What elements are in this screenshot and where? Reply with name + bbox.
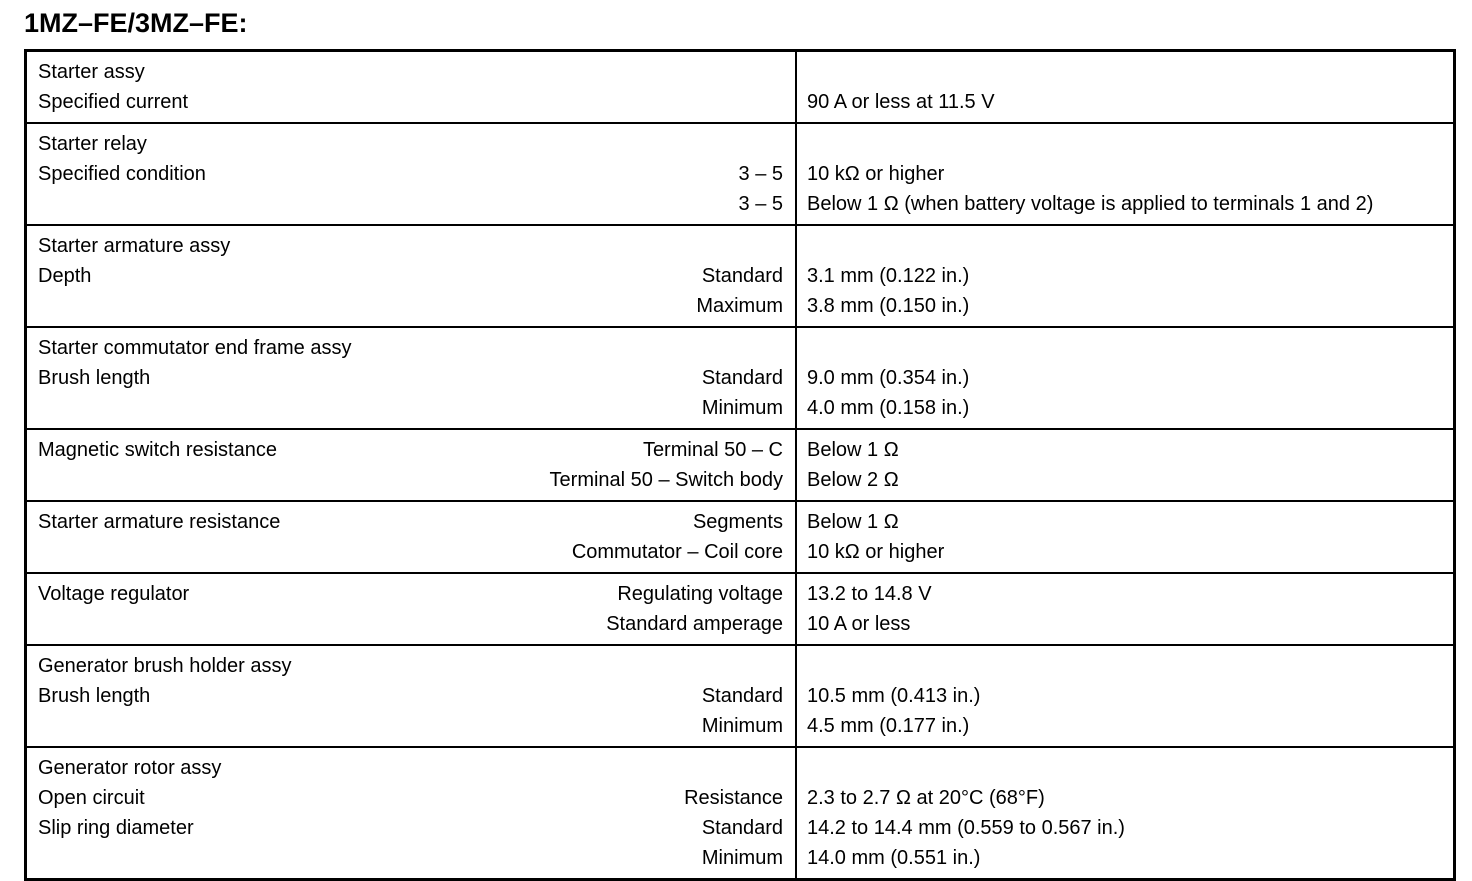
- spec-value: 90 A or less at 11.5 V: [807, 91, 995, 113]
- spec-condition-label: Minimum: [701, 715, 783, 737]
- spec-item-label: Generator brush holder assy: [38, 655, 292, 677]
- spec-value: [807, 231, 1443, 261]
- spec-item-line: [38, 579, 783, 609]
- spec-value: 14.0 mm (0.551 in.): [807, 847, 981, 869]
- spec-row: [27, 52, 1453, 122]
- spec-value: 10 A or less: [807, 613, 911, 635]
- spec-value: 3.8 mm (0.150 in.): [807, 295, 970, 317]
- spec-condition-label: Minimum: [701, 397, 783, 419]
- spec-row: [27, 746, 1453, 878]
- spec-item-line: [38, 651, 783, 681]
- spec-condition-label: Terminal 50 – Switch body: [549, 469, 783, 491]
- spec-condition-label: Standard amperage: [606, 613, 783, 635]
- spec-condition-label: Resistance: [684, 787, 783, 809]
- spec-value-cell: [797, 748, 1453, 878]
- spec-value: 10.5 mm (0.413 in.): [807, 685, 981, 707]
- spec-condition-label: Terminal 50 – C: [642, 439, 783, 461]
- spec-condition-label: Commutator – Coil core: [571, 541, 783, 563]
- spec-value-cell: [797, 226, 1453, 326]
- spec-item-line: [38, 783, 783, 813]
- spec-item-line: [38, 189, 783, 219]
- page-title: 1MZ–FE/3MZ–FE:: [24, 8, 248, 38]
- spec-value: Below 1 Ω (when battery voltage is applied to terminals 1 and 2): [807, 193, 1374, 215]
- spec-condition-label: Regulating voltage: [617, 583, 783, 605]
- spec-row: [27, 500, 1453, 572]
- spec-item-line: [38, 753, 783, 783]
- spec-value: 3.1 mm (0.122 in.): [807, 265, 970, 287]
- spec-item-cell: [27, 748, 797, 878]
- spec-item-line: [38, 681, 783, 711]
- spec-item-line: [38, 291, 783, 321]
- spec-item-label: Brush length: [38, 367, 151, 389]
- spec-item-line: [38, 261, 783, 291]
- spec-value: 10 kΩ or higher: [807, 163, 945, 185]
- spec-item-label: Starter relay: [38, 133, 147, 155]
- spec-item-line: [38, 333, 783, 363]
- spec-item-line: [38, 711, 783, 741]
- spec-condition-label: Standard: [701, 817, 783, 839]
- spec-condition-label: Segments: [692, 511, 783, 533]
- spec-item-line: [38, 507, 783, 537]
- spec-condition-label: Standard: [701, 265, 783, 287]
- spec-item-cell: [27, 646, 797, 746]
- spec-value: 4.5 mm (0.177 in.): [807, 715, 970, 737]
- spec-value: 13.2 to 14.8 V: [807, 583, 932, 605]
- spec-condition-label: Maximum: [696, 295, 783, 317]
- spec-item-label: Generator rotor assy: [38, 757, 222, 779]
- spec-item-line: [38, 57, 783, 87]
- spec-value-cell: [797, 328, 1453, 428]
- spec-row: [27, 224, 1453, 326]
- spec-item-cell: [27, 574, 797, 644]
- spec-item-label: Voltage regulator: [38, 583, 190, 605]
- spec-item-label: Slip ring diameter: [38, 817, 194, 839]
- spec-value-cell: [797, 574, 1453, 644]
- spec-item-line: [38, 393, 783, 423]
- spec-item-line: [38, 231, 783, 261]
- spec-item-label: Depth: [38, 265, 92, 287]
- spec-item-line: [38, 843, 783, 873]
- spec-item-line: [38, 465, 783, 495]
- spec-value: 14.2 to 14.4 mm (0.559 to 0.567 in.): [807, 817, 1125, 839]
- spec-item-cell: [27, 328, 797, 428]
- spec-value: [807, 753, 1443, 783]
- spec-item-cell: [27, 124, 797, 224]
- spec-item-line: [38, 609, 783, 639]
- spec-item-line: [38, 813, 783, 843]
- spec-value-cell: [797, 430, 1453, 500]
- spec-value: Below 1 Ω: [807, 511, 899, 533]
- spec-item-line: [38, 363, 783, 393]
- spec-value: [807, 129, 1443, 159]
- spec-value: Below 1 Ω: [807, 439, 899, 461]
- spec-item-cell: [27, 430, 797, 500]
- spec-item-label: Specified condition: [38, 163, 206, 185]
- spec-row: [27, 428, 1453, 500]
- spec-item-label: Starter armature assy: [38, 235, 231, 257]
- spec-value-cell: [797, 502, 1453, 572]
- spec-item-label: Magnetic switch resistance: [38, 439, 277, 461]
- spec-table: [24, 49, 1456, 881]
- spec-condition-label: Standard: [701, 367, 783, 389]
- spec-value-cell: [797, 646, 1453, 746]
- spec-value-cell: [797, 52, 1453, 122]
- spec-item-cell: [27, 226, 797, 326]
- spec-item-line: [38, 537, 783, 567]
- spec-value: [807, 333, 1443, 363]
- spec-row: [27, 122, 1453, 224]
- spec-value: [807, 651, 1443, 681]
- spec-item-cell: [27, 502, 797, 572]
- spec-row: [27, 644, 1453, 746]
- spec-item-cell: [27, 52, 797, 122]
- spec-row: [27, 326, 1453, 428]
- spec-item-line: [38, 129, 783, 159]
- spec-value: 9.0 mm (0.354 in.): [807, 367, 970, 389]
- spec-item-label: Specified current: [38, 91, 189, 113]
- spec-item-line: [38, 435, 783, 465]
- spec-item-label: Starter armature resistance: [38, 511, 281, 533]
- spec-condition-label: 3 – 5: [738, 163, 783, 185]
- spec-item-label: Brush length: [38, 685, 151, 707]
- spec-value: [807, 57, 1443, 87]
- spec-condition-label: 3 – 5: [738, 193, 783, 215]
- spec-item-line: [38, 159, 783, 189]
- spec-condition-label: Minimum: [701, 847, 783, 869]
- spec-condition-label: Standard: [701, 685, 783, 707]
- spec-item-label: Starter commutator end frame assy: [38, 337, 352, 359]
- spec-item-line: [38, 87, 783, 117]
- spec-row: [27, 572, 1453, 644]
- spec-item-label: Open circuit: [38, 787, 145, 809]
- spec-value: 2.3 to 2.7 Ω at 20°C (68°F): [807, 787, 1045, 809]
- spec-value-cell: [797, 124, 1453, 224]
- spec-item-label: Starter assy: [38, 61, 145, 83]
- spec-value: 10 kΩ or higher: [807, 541, 945, 563]
- spec-value: Below 2 Ω: [807, 469, 899, 491]
- spec-value: 4.0 mm (0.158 in.): [807, 397, 970, 419]
